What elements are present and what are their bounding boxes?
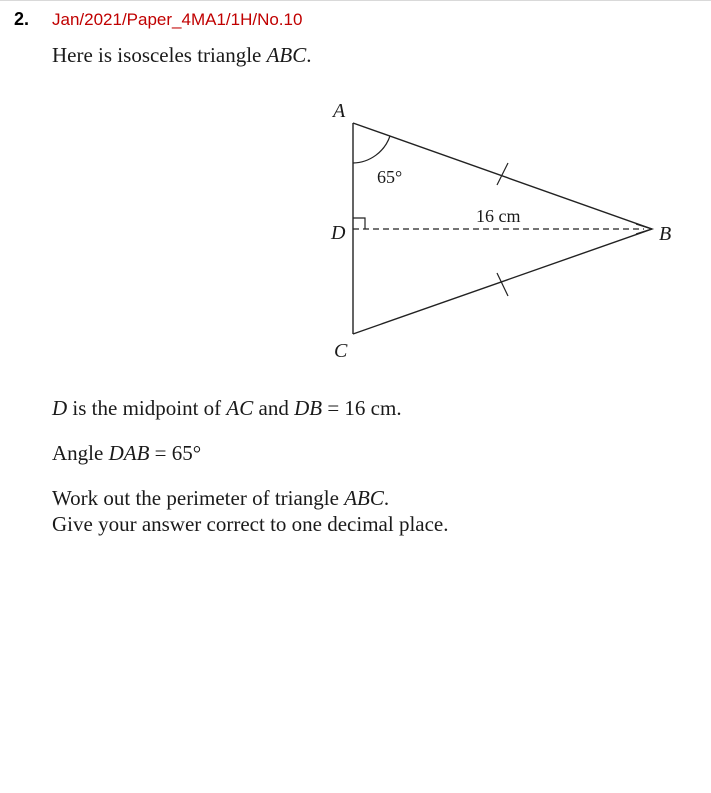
label-vertex-b: B xyxy=(659,223,672,245)
var-abc: ABC xyxy=(344,486,384,510)
task-text xyxy=(52,486,389,511)
intro-triangle: ABC xyxy=(266,43,307,67)
intro-suffix: . xyxy=(306,43,312,67)
var-db: DB xyxy=(294,396,323,420)
var-dab: DAB xyxy=(108,441,150,465)
instruction-text: Give your answer correct to one decimal place. xyxy=(52,512,449,536)
label-vertex-c: C xyxy=(334,340,348,362)
text-fragment: = 65° xyxy=(149,441,202,465)
label-point-d: D xyxy=(331,222,346,244)
text-fragment: Angle xyxy=(52,441,109,465)
var-d: D xyxy=(52,396,68,420)
text-fragment: . xyxy=(383,486,390,510)
text-fragment: Work out the perimeter of triangle xyxy=(52,486,345,510)
question-number: 2. xyxy=(14,9,30,29)
label-angle-65: 65° xyxy=(377,167,403,187)
text-fragment: is the midpoint of xyxy=(67,396,227,420)
label-vertex-a: A xyxy=(333,100,346,122)
var-ac: AC xyxy=(226,396,254,420)
tick-mark-cb xyxy=(497,273,508,296)
text-fragment: and xyxy=(253,396,295,420)
given-angle-text xyxy=(52,441,201,466)
given-midpoint-text xyxy=(52,396,402,421)
text-fragment: = 16 cm. xyxy=(322,396,402,420)
side-cb xyxy=(353,229,652,334)
intro-prefix: Here is isosceles triangle xyxy=(52,43,267,67)
angle-arc-a xyxy=(353,136,390,163)
label-length-16cm: 16 cm xyxy=(476,206,521,226)
right-angle-marker xyxy=(353,218,365,229)
question-source: Jan/2021/Paper_4MA1/1H/No.10 xyxy=(52,10,303,29)
